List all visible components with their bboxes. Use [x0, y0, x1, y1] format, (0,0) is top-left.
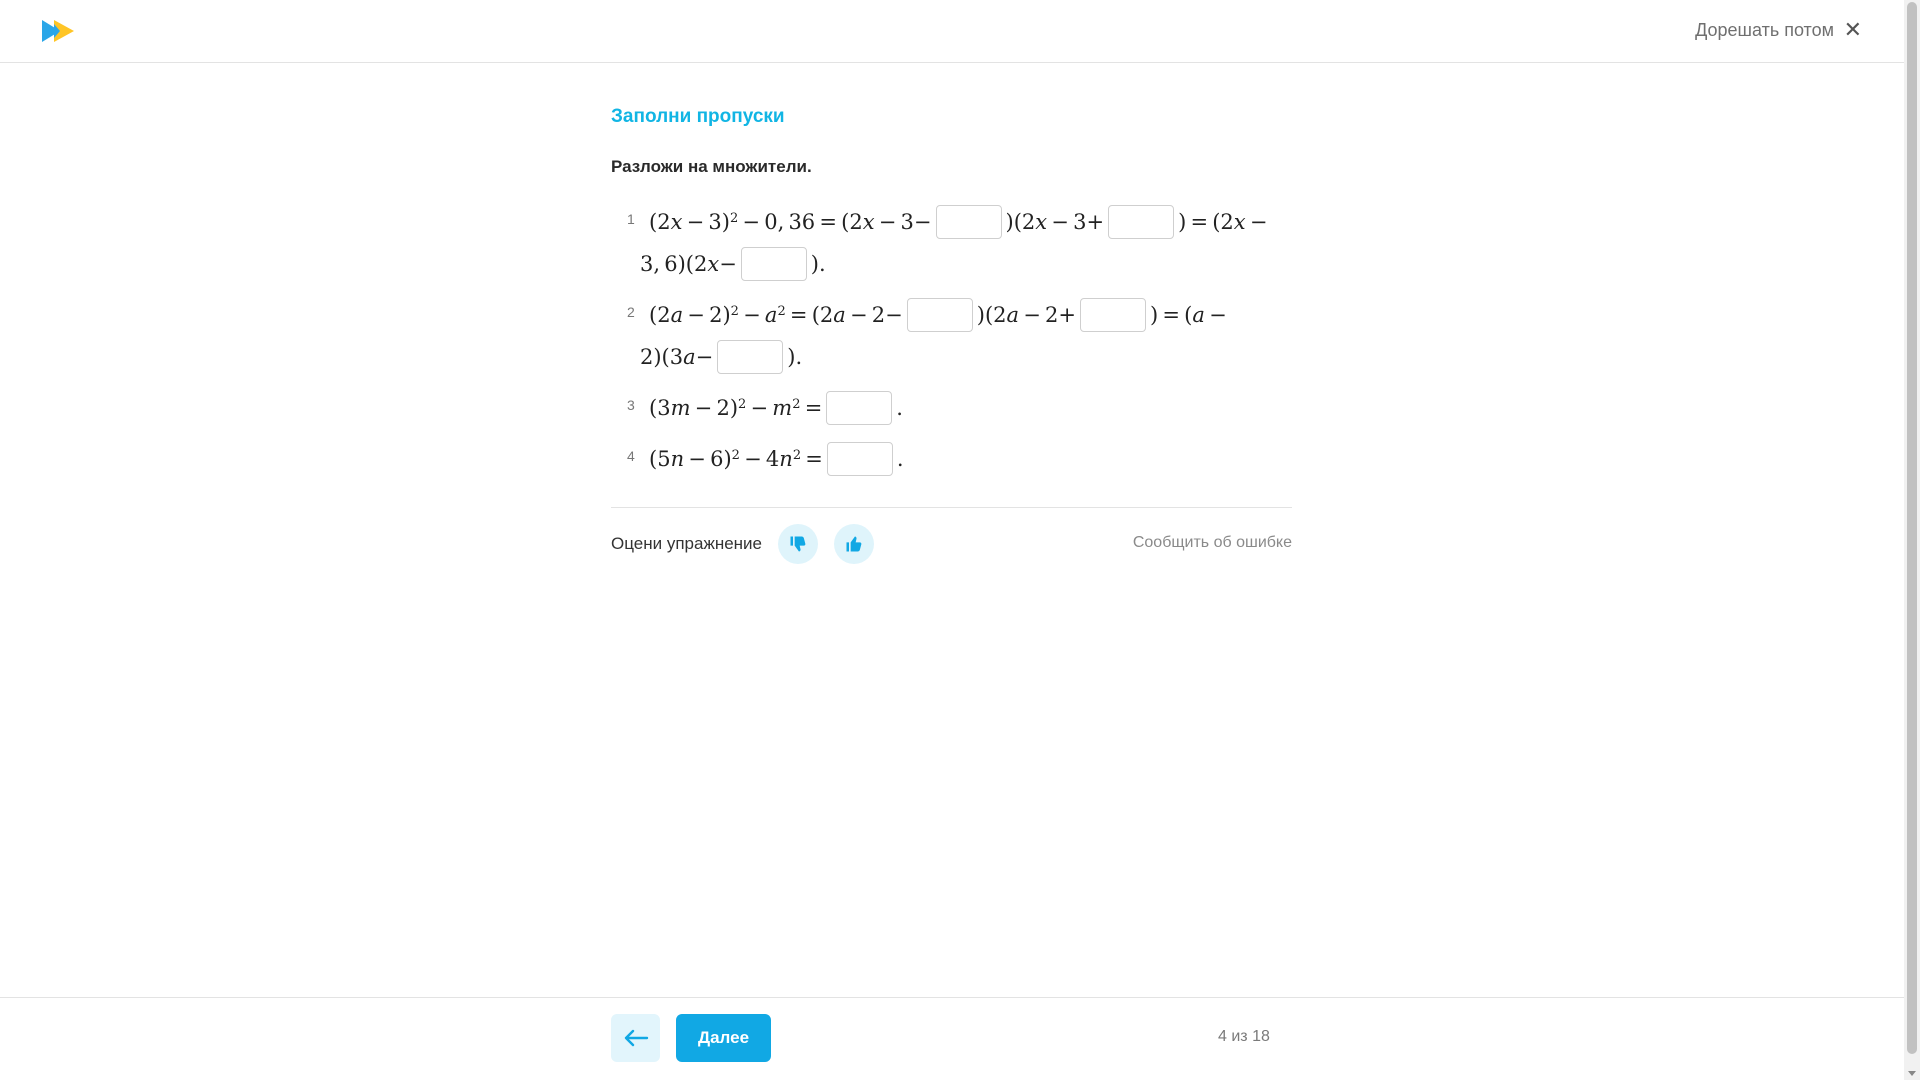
exercise-list	[611, 201, 1292, 480]
task-instruction: Разложи на множители.	[611, 157, 812, 176]
item-number: 4	[627, 448, 635, 464]
formula-line: 3, 6)(2 x − ).	[640, 243, 1292, 285]
rating-row	[611, 508, 1292, 580]
item-number: 2	[627, 304, 635, 320]
scrollbar-thumb[interactable]	[1907, 2, 1917, 1054]
answer-blank-2-1[interactable]	[907, 298, 973, 332]
item-number: 1	[627, 211, 635, 227]
dislike-button[interactable]	[778, 524, 818, 564]
answer-blank-1-2[interactable]	[1108, 205, 1174, 239]
progress-counter: 4 из 18	[1218, 1028, 1270, 1045]
formula-line: (2 x − 3) $^2$ − 0, 36 = (2 x − 3− )(2 x − 3+ ) = (2 x −	[649, 201, 1292, 243]
answer-blank-2-3[interactable]	[717, 340, 783, 374]
thumbs-up-icon	[844, 534, 864, 554]
top-bar	[0, 0, 1904, 63]
rate-label: Оцени упражнение	[611, 534, 762, 553]
exercise-item-4	[611, 438, 1292, 480]
formula-line: (2 a − 2) $^2$ − a $^2$ = (2 a − 2− )(2 a − 2+ ) = ( a −	[649, 294, 1292, 336]
like-button[interactable]	[834, 524, 874, 564]
report-error-link[interactable]: Сообщить об ошибке	[1132, 534, 1292, 551]
exercise-item-1	[611, 201, 1292, 285]
formula-line: 2)(3 a − ).	[640, 336, 1292, 378]
arrow-left-icon	[623, 1029, 649, 1047]
task-type-title: Заполни пропуски	[611, 106, 785, 127]
scrollbar[interactable]	[1904, 0, 1920, 1080]
answer-blank-1-3[interactable]	[741, 247, 807, 281]
exercise-item-3	[611, 387, 1292, 429]
item-number: 3	[627, 397, 635, 413]
formula-line: (3 m − 2) $^2$ − m $^2$ = .	[649, 387, 1292, 429]
solve-later-link[interactable]: Дорешать потом	[1695, 20, 1834, 40]
thumbs-down-icon	[788, 534, 808, 554]
answer-blank-2-2[interactable]	[1080, 298, 1146, 332]
answer-blank-1-1[interactable]	[936, 205, 1002, 239]
close-icon[interactable]: ✕	[1843, 17, 1862, 42]
answer-blank-3-1[interactable]	[826, 391, 892, 425]
footer-bar	[0, 997, 1904, 1080]
next-button[interactable]: Далее	[676, 1014, 771, 1062]
formula-line: (5 n − 6) $^2$ − 4 n $^2$ = .	[649, 438, 1292, 480]
exercise-content	[611, 100, 1292, 580]
scroll-down-icon[interactable]	[1908, 1071, 1916, 1076]
logo-icon[interactable]	[40, 18, 76, 44]
back-button[interactable]	[611, 1014, 660, 1062]
answer-blank-4-1[interactable]	[827, 442, 893, 476]
exercise-item-2	[611, 294, 1292, 378]
